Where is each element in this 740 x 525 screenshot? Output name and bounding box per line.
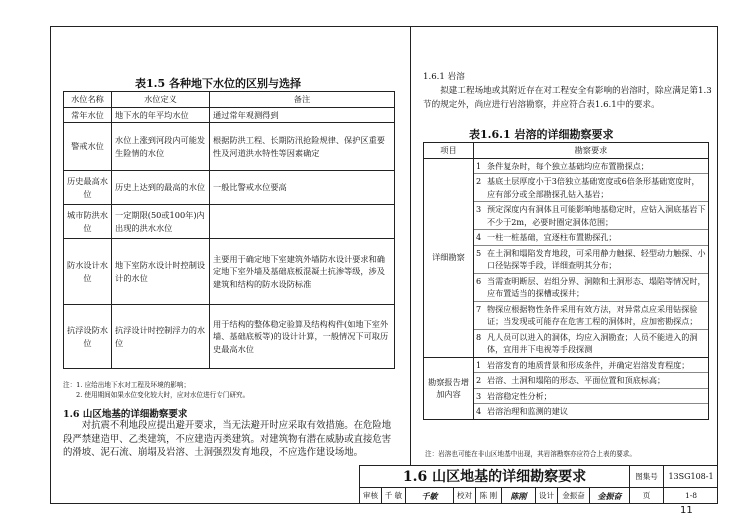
water-level-definition: 历史上达到的最高的水位 [112, 171, 210, 205]
table-1-5 [63, 91, 395, 369]
title-block [359, 465, 717, 503]
page-number: 11 [680, 505, 693, 516]
table-row [424, 158, 709, 357]
water-level-note: 根据防洪工程、长期防汛抢险规律、保护区重要性及河道洪水特性等因素确定 [210, 123, 395, 171]
list-item: 8 凡人员可以进入的洞体，均应入洞勘查；人员不能进入的洞体，宜用井下电视等手段探测 [476, 331, 698, 354]
water-level-note [210, 205, 395, 239]
header-cell: 勘察要求 [474, 143, 709, 159]
water-level-name: 抗浮设防水位 [64, 305, 112, 369]
water-level-name: 常年水位 [64, 107, 112, 123]
water-level-definition: 一定期限(50或100年)内出现的洪水水位 [112, 205, 210, 239]
table-row [64, 239, 395, 305]
table-1-6-1-note: 注：岩溶也可能在非山区地基中出现，其岩溶勘察亦应符合上表的要求。 [425, 450, 636, 458]
water-level-note: 通过常年观测得到 [210, 107, 395, 123]
list-item: 3 岩溶稳定性分析； [474, 389, 708, 405]
subsection-heading: 1.6.1 岩溶 [423, 72, 465, 82]
table-row [64, 205, 395, 239]
list-item: 4 岩溶治理和监测的建议 [476, 406, 568, 416]
section-heading: 1.6 山区地基的详细勘察要求 [63, 409, 188, 420]
review-label: 审核 [360, 488, 382, 504]
water-level-name: 城市防洪水位 [64, 205, 112, 239]
list-item: 3 预定深度内有洞体且可能影响地基稳定时，应钻入洞底基岩下不少于2m，必要时圈定洞体范围； [474, 202, 708, 230]
header-cell: 项目 [424, 143, 474, 159]
drawing-title: 1.6 山区地基的详细勘察要求 [360, 466, 630, 488]
table-1-6-1 [423, 142, 709, 420]
list-item: 1 条件复杂时，每个独立基础均应布置勘探点； [474, 159, 708, 175]
group-label: 详细勘察 [424, 158, 474, 357]
header-cell: 水位定义 [112, 92, 210, 108]
list-item: 2 基底土层厚度小于3倍独立基础宽度或6倍条形基础宽度时，应有部分或全部勘探孔钻入基岩； [474, 174, 708, 202]
drawing-frame [50, 26, 718, 504]
design-label: 设计 [536, 488, 558, 504]
section-body: 对抗震不利地段应提出避开要求，当无法避开时应采取有效措施。在危险地段严禁建造甲、乙类建筑，不应建造丙类建筑。对建筑物有潜在威胁或直接危害的滑坡、泥石流、崩塌及岩溶、土洞强烈发育地段，不应选作建设场地。 [63, 420, 392, 458]
column-divider [410, 27, 411, 465]
designer-signature: 金振奋 [590, 488, 630, 504]
table-1-6-1-title: 表1.6.1 岩溶的详细勘察要求 [469, 128, 614, 141]
check-label: 校对 [454, 488, 476, 504]
group-items [474, 357, 709, 419]
header-cell: 备注 [210, 92, 395, 108]
reviewer-signature: 千敏 [406, 488, 454, 504]
water-level-definition: 抗浮设计时控制浮力的水位 [112, 305, 210, 369]
list-item: 6 当需查明断层、岩组分界、洞隙和土洞形态、塌陷等情况时，应布置适当的探槽或探井； [474, 274, 708, 302]
subsection-intro: 拟建工程场地或其附近存在对工程安全有影响的岩溶时，除应满足第1.3节的规定外，尚应进行岩溶勘察，并应符合表1.6.1中的要求。 [423, 86, 712, 110]
water-level-definition: 地下室防水设计时控制设计的水位 [112, 239, 210, 305]
table-note-2: 2. 使用期间如果水位变化较大时，应对水位进行专门研究。 [76, 391, 250, 399]
table-1-5-title: 表1.5 各种地下水位的区别与选择 [135, 77, 301, 90]
atlas-number: 13SG108-1 [664, 466, 718, 488]
header-cell: 水位名称 [64, 92, 112, 108]
reviewer-name: 千 敏 [382, 488, 406, 504]
table-row [64, 305, 395, 369]
table-note-1: 注：1. 应给出地下水对工程及环境的影响； [63, 381, 191, 389]
group-items [474, 158, 709, 357]
checker-signature: 陈刚 [502, 488, 536, 504]
water-level-name: 防水设计水位 [64, 239, 112, 305]
list-item: 1 岩溶发育的地质背景和形成条件，并确定岩溶发育程度； [474, 358, 708, 374]
list-item: 5 在土洞和塌陷发育地段，可采用静力触探、轻型动力触探、小口径钻探等手段，详细查明其分布； [474, 246, 708, 274]
sheet-number: 1-8 [684, 491, 698, 500]
table-row [64, 123, 395, 171]
water-level-name: 警戒水位 [64, 123, 112, 171]
list-item: 4 一柱一桩基础，宜逐柱布置勘探孔； [474, 230, 708, 246]
page-label: 页 [630, 488, 664, 504]
water-level-note: 主要用于确定地下室建筑外墙防水设计要求和确定地下室外墙及基础底板混凝土抗渗等级，涉及建筑和结构的防水设防标准 [210, 239, 395, 305]
table-row [64, 107, 395, 123]
water-level-name: 历史最高水位 [64, 171, 112, 205]
water-level-definition: 水位上涨到河段内可能发生险情的水位 [112, 123, 210, 171]
atlas-label: 图集号 [630, 466, 664, 488]
table-row [64, 171, 395, 205]
checker-name: 陈 刚 [476, 488, 502, 504]
group-label: 勘察报告增加内容 [424, 357, 474, 419]
table-row [424, 357, 709, 419]
designer-name: 金振奋 [558, 488, 590, 504]
water-level-definition: 地下水的年平均水位 [112, 107, 210, 123]
water-level-note: 一般比警戒水位要高 [210, 171, 395, 205]
list-item: 2 岩溶、土洞和塌陷的形态、平面位置和顶底标高； [474, 373, 708, 389]
water-level-note: 用于结构的整体稳定验算及结构构件(如地下室外墙、基础底板等)的设计计算，一般情况下可取历史最高水位 [210, 305, 395, 369]
list-item: 7 物探应根据物性条件采用有效方法，对异常点应采用钻探验证；当发现或可能存在危害工程的洞体时，应加密勘探点； [474, 302, 708, 330]
